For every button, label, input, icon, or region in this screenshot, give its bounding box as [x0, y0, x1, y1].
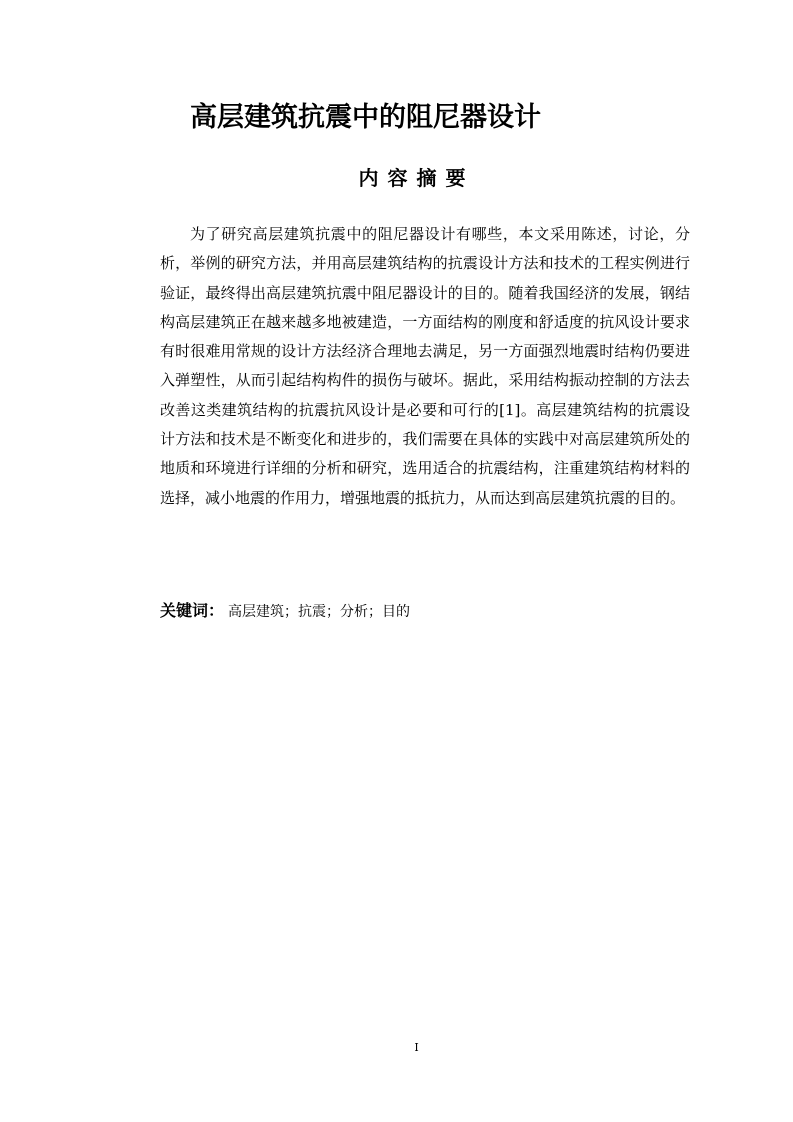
keywords-label: 关键词：: [160, 601, 225, 620]
keywords-values: 高层建筑；抗震；分析；目的: [228, 604, 411, 620]
abstract-body: 为了研究高层建筑抗震中的阻尼器设计有哪些，本文采用陈述，讨论，分析，举例的研究方法，并用高层建筑结构的抗震设计方法和技术的工程实例进行验证，最终得出高层建筑抗震中阻尼器设计的目的。随着我国经济的发展，钢结构高层建筑正在越来越多地被建造，一方面结构的刚度和舒适度的抗风设计要求有时很难用常规的设计方法经济合理地去满足，另一方面强烈地震时结构仍要进入弹塑性，从而引起结构构件的损伤与破坏。据此，采用结构振动控制的方法去改善这类建筑结构的抗震抗风设计是必要和可行的[1]。高层建筑结构的抗震设计方法和技术是不断变化和进步的，我们需要在具体的实践中对高层建筑所处的地质和环境进行详细的分析和研究，选用适合的抗震结构，注重建筑结构材料的选择，减小地震的作用力，增强地震的抵抗力，从而达到高层建筑抗震的目的。: [160, 225, 690, 507]
keywords-line: [160, 598, 690, 625]
abstract-heading: 内容摘要: [358, 166, 475, 190]
page-number: I: [414, 1041, 419, 1054]
document-title: 高层建筑抗震中的阻尼器设计: [190, 102, 541, 133]
